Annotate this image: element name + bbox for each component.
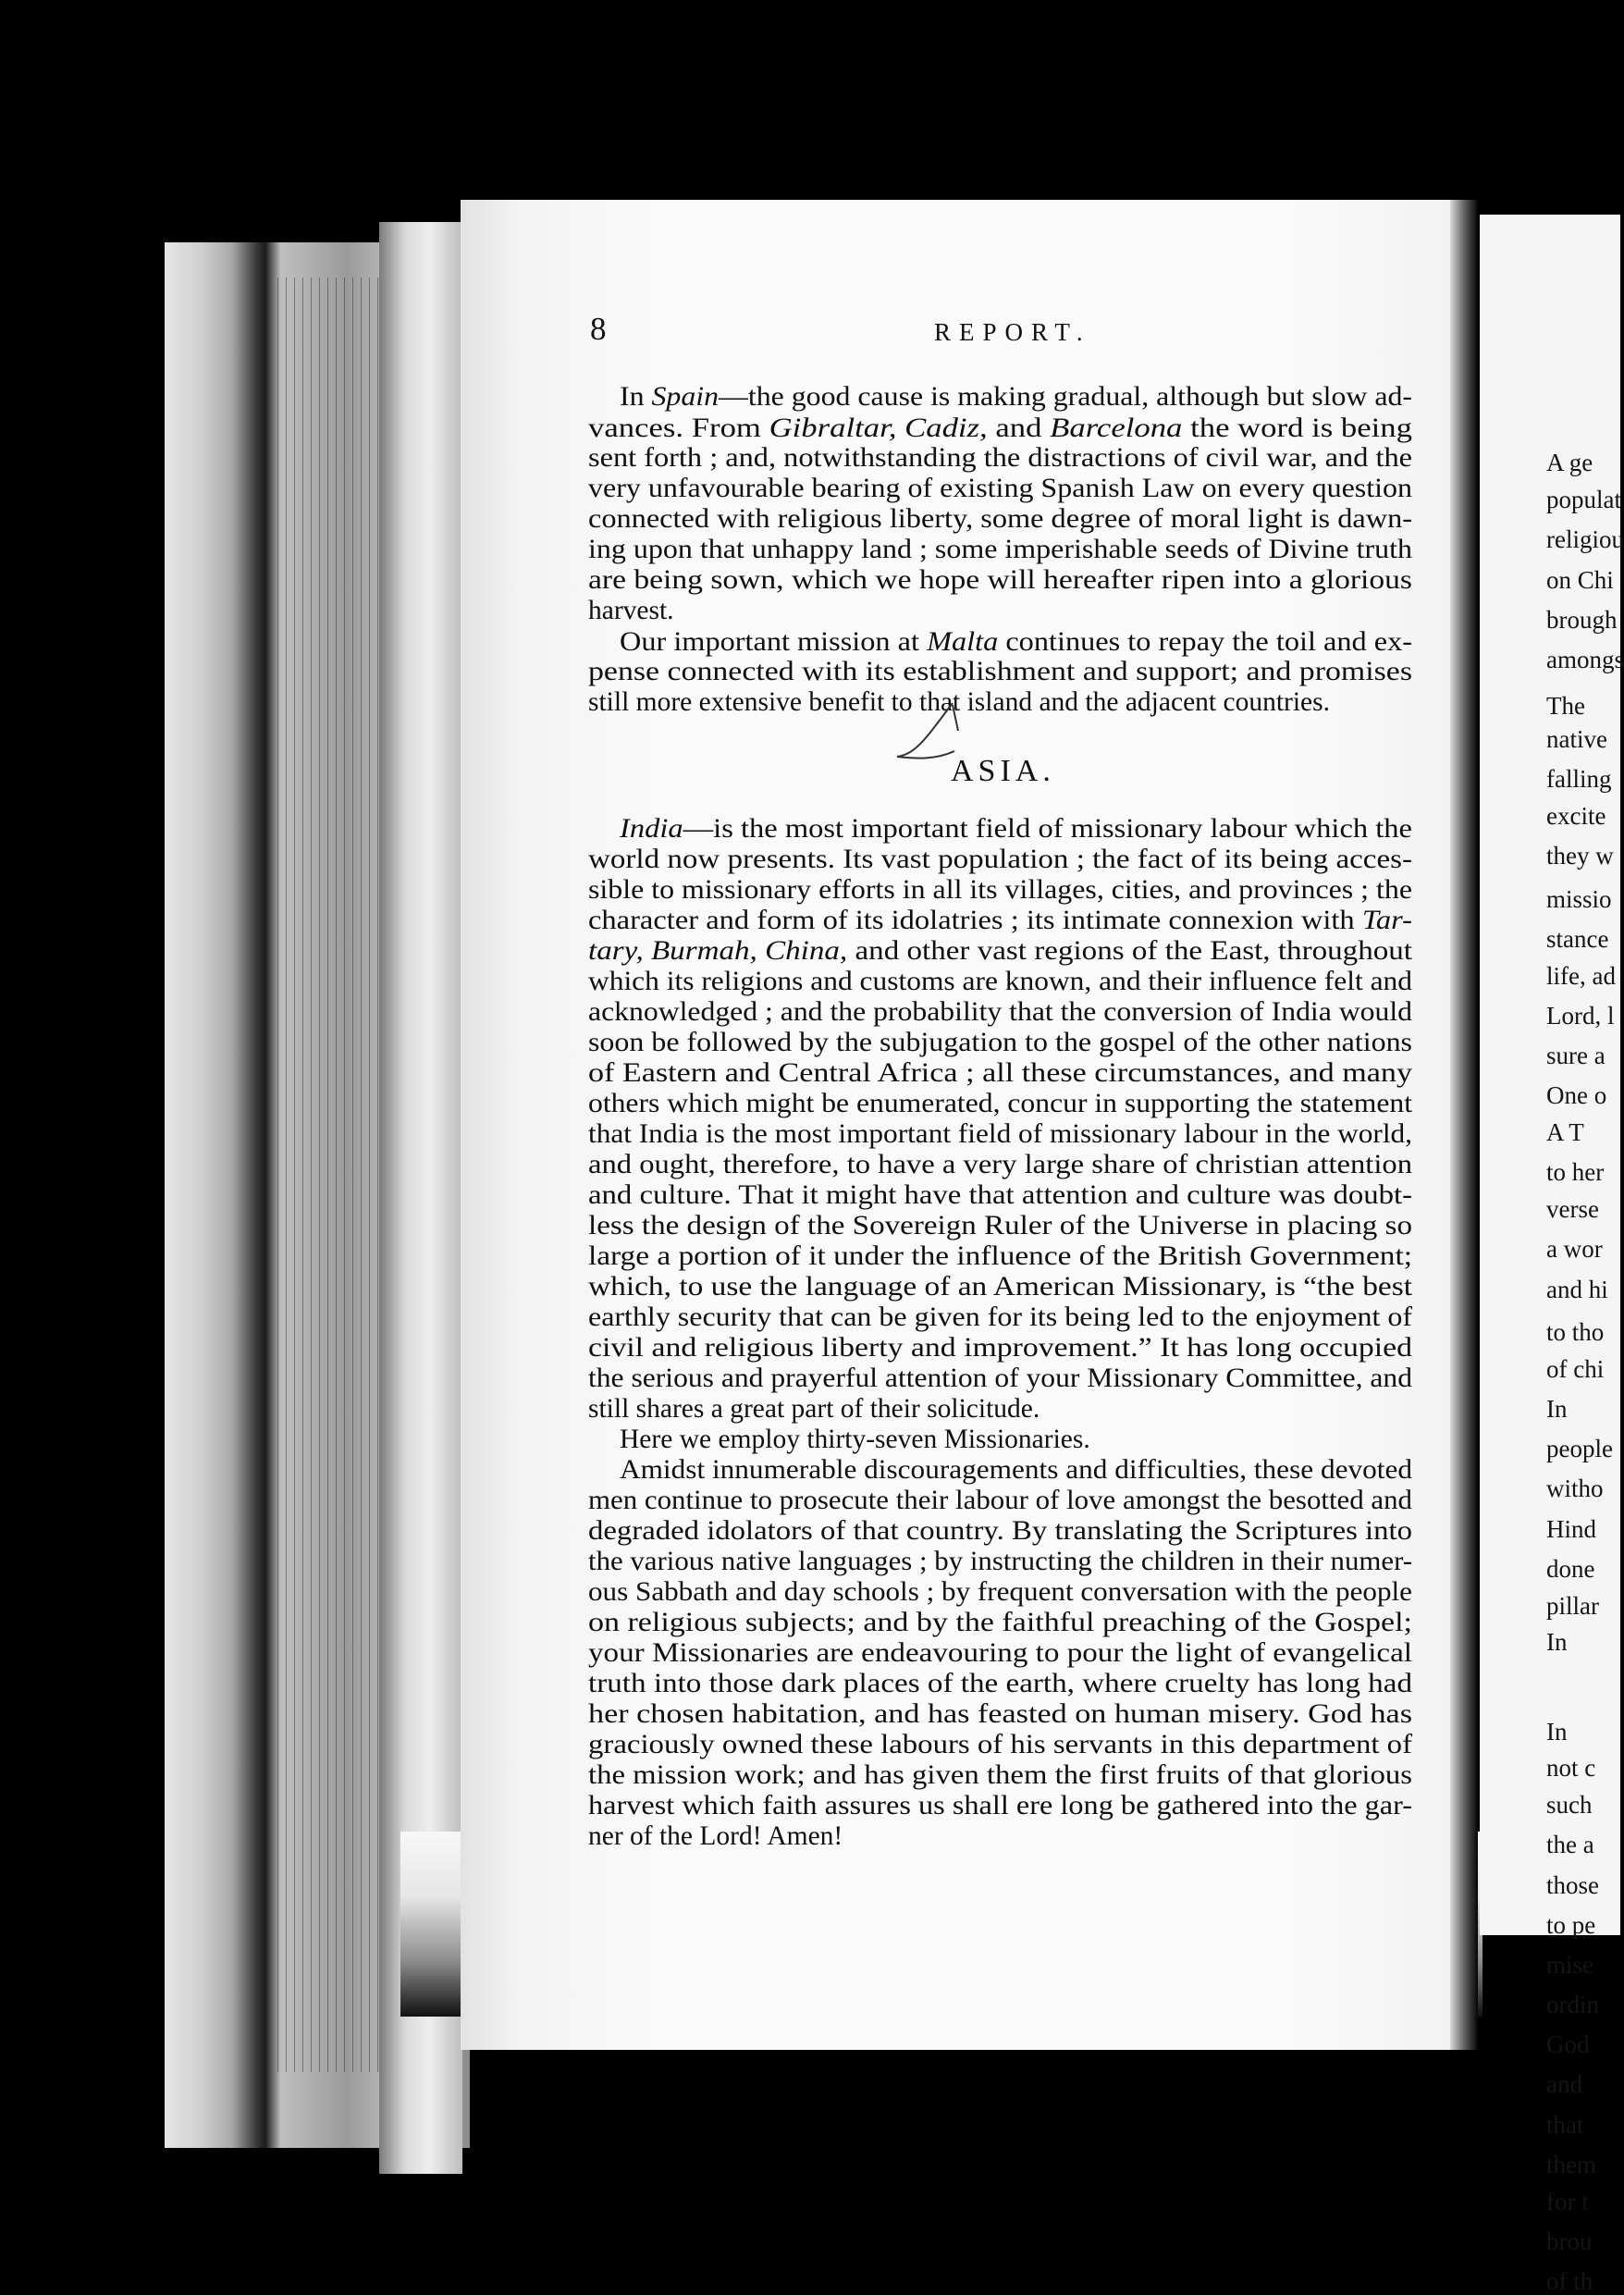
- text-run: acknowledged ; and the probability that the conversion of India would: [588, 997, 1412, 1027]
- text-line: [588, 1121, 1412, 1149]
- text-line: [588, 969, 1412, 996]
- right-page-line: done: [1546, 1554, 1595, 1583]
- text-run: Amidst innumerable discouragements and difficulties, these devoted: [620, 1455, 1412, 1485]
- text-run: are being sown, which we hope will hereafter ripen into a glorious: [588, 565, 1412, 595]
- right-page-line: witho: [1546, 1474, 1604, 1503]
- book-spine: [1450, 200, 1478, 2050]
- italic-run: Gibraltar, Cadiz,: [769, 413, 988, 443]
- right-page-line: people: [1546, 1435, 1613, 1463]
- text-line: [588, 1610, 1412, 1637]
- right-page-line: for t: [1546, 2187, 1589, 2215]
- text-line: [588, 938, 1412, 966]
- right-page-line: and hi: [1546, 1275, 1608, 1303]
- text-line: [588, 445, 1412, 473]
- right-page-line: and: [1546, 2070, 1582, 2099]
- text-line: [588, 1152, 1412, 1179]
- right-page-line: falling: [1546, 765, 1612, 794]
- italic-run: Malta: [927, 627, 999, 657]
- text-run: Our important mission at: [620, 627, 928, 657]
- text-run: —is the most important field of missionary labour which the: [683, 814, 1412, 844]
- text-run: less the design of the Sovereign Ruler of the Universe in placing so: [588, 1211, 1412, 1240]
- right-page-line: Lord, l: [1546, 1002, 1615, 1030]
- italic-run: tary, Burmah, China,: [588, 936, 848, 966]
- text-run: —the good cause is making gradual, although but slow ad-: [719, 382, 1412, 412]
- text-line: [588, 1701, 1412, 1729]
- text-run: your Missionaries are endeavouring to pour the light of evangelical: [588, 1638, 1412, 1668]
- text-line: [588, 1732, 1412, 1759]
- text-run: which its religions and customs are known, and their influence felt and: [588, 967, 1412, 996]
- text-run: character and form of its idolatries ; its intimate connexion with: [588, 906, 1362, 935]
- text-run: harvest.: [588, 596, 674, 625]
- right-page-line: religiou: [1546, 525, 1624, 554]
- text-run: on religious subjects; and by the faithful preaching of the Gospel;: [588, 1608, 1412, 1637]
- text-run: men continue to prosecute their labour of love amongst the besotted and: [588, 1486, 1412, 1515]
- text-line: [620, 1426, 1090, 1454]
- text-run: vances. From: [588, 413, 769, 443]
- text-run: of Eastern and Central Africa ; all these circumstances, and many: [588, 1058, 1412, 1088]
- right-page-line: amongs: [1546, 645, 1624, 673]
- right-page-line: populat: [1546, 486, 1621, 514]
- right-page-line: to tho: [1546, 1318, 1605, 1347]
- right-page-line: One o: [1546, 1081, 1607, 1110]
- text-line: [588, 598, 674, 625]
- text-line: [588, 1671, 1412, 1698]
- right-page-line: A ge: [1546, 449, 1593, 477]
- text-line: [588, 506, 1412, 534]
- text-run: graciously owned these labours of his servants in this department of: [588, 1730, 1412, 1759]
- text-line: [588, 999, 1412, 1027]
- text-run: degraded idolators of that country. By translating the Scriptures into: [588, 1516, 1412, 1546]
- italic-run: Barcelona: [1050, 413, 1183, 443]
- text-line: [588, 1396, 1040, 1424]
- text-run: In: [620, 382, 652, 412]
- text-line: [588, 1793, 1412, 1820]
- right-page-line: ordin: [1546, 1991, 1599, 2019]
- text-run: and culture. That it might have that attention and culture was doubt-: [588, 1180, 1412, 1210]
- right-page: [1480, 215, 1624, 2295]
- right-page-line: sure a: [1546, 1042, 1606, 1070]
- right-page-line: not c: [1546, 1754, 1596, 1783]
- text-line: [588, 1182, 1412, 1210]
- text-run: harvest which faith assures us shall ere long be gathered into the gar-: [588, 1791, 1412, 1820]
- text-line: [588, 537, 1412, 564]
- right-page-line: excite: [1546, 802, 1606, 831]
- text-line: [588, 415, 1412, 443]
- text-run: and: [987, 413, 1051, 443]
- text-run: ous Sabbath and day schools ; by frequent conversation with the people: [588, 1577, 1412, 1607]
- text-run: the mission work; and has given them the first fruits of that glorious: [588, 1760, 1412, 1790]
- text-line: [620, 629, 1412, 657]
- text-run: and ought, therefore, to have a very large share of christian attention: [588, 1150, 1412, 1179]
- right-page-line: brough: [1546, 605, 1618, 634]
- text-run: her chosen habitation, and has feasted on human misery. God has: [588, 1699, 1412, 1729]
- text-line: [620, 1457, 1412, 1485]
- right-page-line: In: [1546, 1395, 1568, 1424]
- right-page-line: to pe: [1546, 1910, 1596, 1939]
- right-page-line: to her: [1546, 1158, 1605, 1187]
- text-run: Here we employ thirty-seven Missionaries.: [620, 1425, 1090, 1454]
- text-line: [588, 1549, 1412, 1576]
- right-page-line: brou: [1546, 2227, 1593, 2255]
- running-head: REPORT.: [934, 318, 1091, 346]
- text-run: very unfavourable bearing of existing Spanish Law on every question: [588, 474, 1412, 503]
- text-run: the word is being: [1182, 413, 1412, 443]
- right-page-line: them: [1546, 2150, 1596, 2178]
- right-page-line: of th: [1546, 2266, 1593, 2295]
- text-line: [588, 689, 1330, 717]
- text-line: [588, 1091, 1412, 1118]
- right-page-line: a wor: [1546, 1235, 1603, 1264]
- text-line: [588, 1487, 1412, 1515]
- right-page-line: Hind: [1546, 1514, 1596, 1543]
- text-line: [588, 1365, 1412, 1393]
- right-page-line: The: [1546, 691, 1585, 720]
- text-line: [588, 1274, 1412, 1302]
- text-line: [588, 877, 1412, 905]
- text-run: pense connected with its establishment and support; and promises: [588, 657, 1412, 686]
- text-line: [588, 1762, 1412, 1790]
- text-run: soon be followed by the subjugation to the gospel of the other nations: [588, 1028, 1412, 1057]
- right-page-line: A T: [1546, 1118, 1584, 1147]
- text-line: [588, 1579, 1412, 1607]
- text-line: [588, 1060, 1412, 1088]
- text-line: [588, 1335, 1412, 1363]
- right-page-line: missio: [1546, 884, 1612, 913]
- right-page-line: native: [1546, 725, 1607, 754]
- right-page-line: on Chi: [1546, 565, 1614, 594]
- right-page-line: of chi: [1546, 1354, 1605, 1383]
- text-run: civil and religious liberty and improvement.” It has long occupied: [588, 1333, 1412, 1363]
- text-run: large a portion of it under the influence of the British Government;: [588, 1241, 1412, 1271]
- text-line: [588, 475, 1412, 503]
- text-run: still shares a great part of their solicitude.: [588, 1394, 1040, 1424]
- right-page-line: In: [1546, 1717, 1568, 1746]
- text-run: truth into those dark places of the earth, where cruelty has long had: [588, 1669, 1412, 1698]
- text-run: ing upon that unhappy land ; some imperishable seeds of Divine truth: [588, 535, 1412, 564]
- right-page-line: life, ad: [1546, 961, 1616, 990]
- text-run: which, to use the language of an American Missionary, is “the best: [588, 1272, 1412, 1302]
- text-run: the various native languages ; by instructing the children in their numer-: [588, 1547, 1412, 1576]
- right-page-line: that: [1546, 2110, 1584, 2139]
- right-page-line: verse: [1546, 1195, 1599, 1224]
- text-run: connected with religious liberty, some degree of moral light is dawn-: [588, 504, 1412, 534]
- text-line: [588, 907, 1412, 935]
- right-page-line: mise: [1546, 1950, 1593, 1979]
- page-number: 8: [590, 311, 607, 347]
- text-line: [588, 567, 1412, 595]
- right-page-line: they w: [1546, 842, 1614, 870]
- text-run: others which might be enumerated, concur in supporting the statement: [588, 1089, 1412, 1118]
- text-run: and other vast regions of the East, throughout: [847, 936, 1412, 966]
- right-page-line: the a: [1546, 1831, 1594, 1859]
- text-run: world now presents. Its vast population ; the fact of its being acces-: [588, 845, 1412, 874]
- text-line: [588, 1243, 1412, 1271]
- italic-run: Tar-: [1361, 906, 1412, 935]
- text-line: [620, 816, 1412, 844]
- text-run: sent forth ; and, notwithstanding the distractions of civil war, and the: [588, 443, 1412, 473]
- text-line: [588, 659, 1412, 686]
- italic-run: India: [620, 814, 683, 844]
- right-page-line: such: [1546, 1791, 1593, 1820]
- text-line: [588, 846, 1412, 874]
- text-run: the serious and prayerful attention of your Missionary Committee, and: [588, 1363, 1412, 1393]
- text-line: [620, 384, 1412, 412]
- text-line: [588, 1213, 1412, 1240]
- text-run: sible to missionary efforts in all its villages, cities, and provinces ; the: [588, 875, 1412, 905]
- text-line: [588, 1823, 843, 1851]
- section-heading: ASIA.: [951, 754, 1055, 788]
- text-run: that India is the most important field of missionary labour in the world,: [588, 1119, 1412, 1149]
- italic-run: Spain: [651, 382, 720, 412]
- right-page-line: stance: [1546, 925, 1609, 954]
- right-page-line: God: [1546, 2030, 1590, 2059]
- text-line: [588, 1304, 1412, 1332]
- right-page-line: those: [1546, 1870, 1599, 1899]
- text-run: still more extensive benefit to that island and the adjacent countries.: [588, 687, 1330, 717]
- text-run: continues to repay the toil and ex-: [998, 627, 1412, 657]
- text-line: [588, 1640, 1412, 1668]
- right-page-line: In: [1546, 1628, 1568, 1657]
- text-line: [588, 1030, 1412, 1057]
- text-line: [588, 1518, 1412, 1546]
- text-run: ner of the Lord! Amen!: [588, 1821, 843, 1851]
- right-page-line: pillar: [1546, 1591, 1599, 1620]
- text-run: earthly security that can be given for its being led to the enjoyment of: [588, 1302, 1412, 1332]
